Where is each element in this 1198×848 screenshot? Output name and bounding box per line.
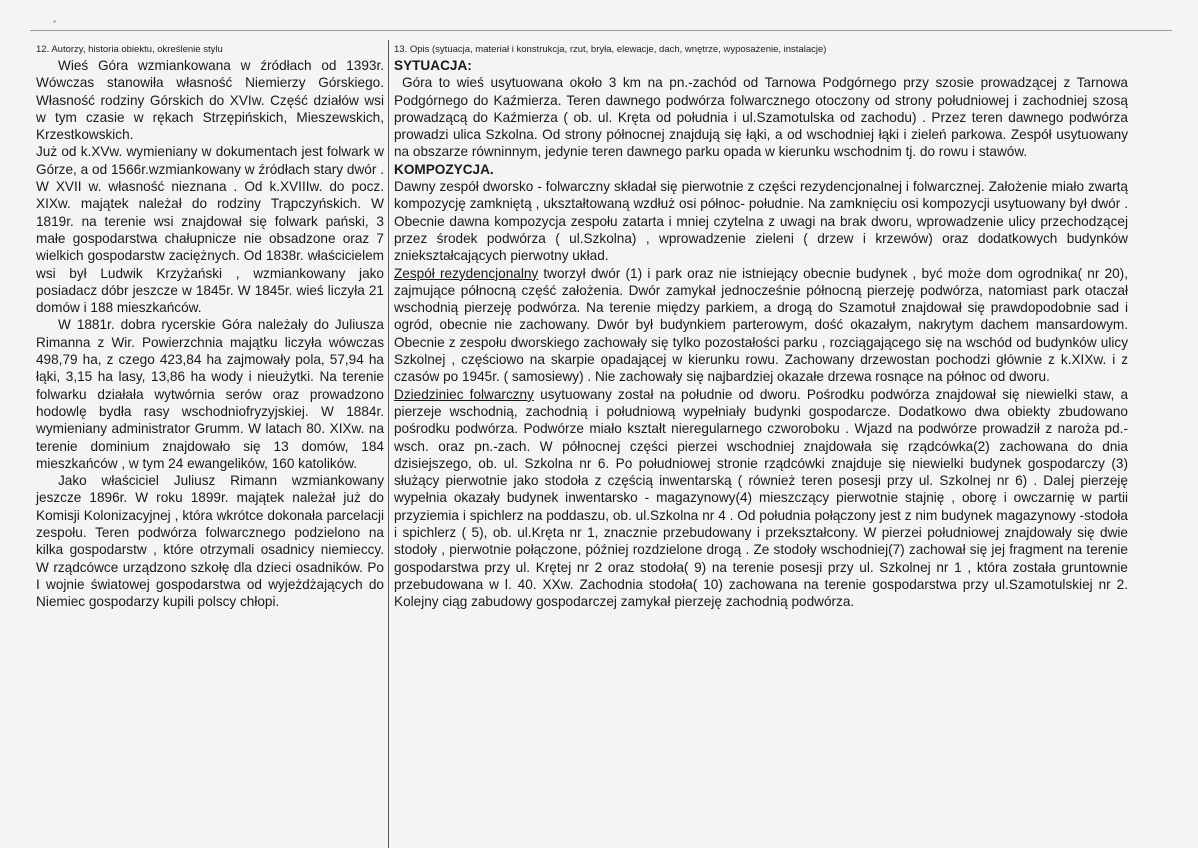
history-paragraph-4: Jako właściciel Juliusz Rimann wzmiankowany jeszcze 1896r. W roku 1899r. majątek należał już do Komisji Kolonizacyjnej , która wkrótce dokonała parcelacji zespołu. Teren podwórza folwarcznego podzielono na kilka gospodarstw , które otrzymali osadnicy niemieccy. W rządcówce urządzono szkołę dla dzieci osadników. Po I wojnie światowej gospodarstwa od wyjeżdżających do Niemiec gospodarzy kupili polscy chłopi. <box>36 473 384 610</box>
sytuacja-heading: SYTUACJA: <box>394 58 472 73</box>
section-12-header: 12. Autorzy, historia obiektu, określenie stylu <box>36 44 223 55</box>
section-13-header: 13. Opis (sytuacja, materiał i konstrukcja, rzut, bryła, elewacje, dach, wnętrze, wyposażenie, instalacje) <box>394 44 827 55</box>
history-paragraph-1: Wieś Góra wzmiankowana w źródłach od 1393r. Wówczas stanowiła własność Niemierzy Górskiego. Własność rodziny Górskich do XVIw. Część działów wsi w tym czasie w rękach Strzępińskich, Mieszewskich, Krzestkowskich. <box>36 58 384 143</box>
history-paragraph-3: W 1881r. dobra rycerskie Góra należały do Juliusza Rimanna z Wir. Powierzchnia majątku liczyła wówczas 498,79 ha, z czego 423,84 ha zajmowały pola, 57,94 ha łąki, 3,15 ha lasy, 13,86 ha wody i nieużytki. Na terenie folwarku działała wytwórnia serów oraz prowadzono hodowlę bydła rasy wschodniofryzyjskiej. W 1884r. wymieniany administrator Grumm. W latach 80. XIXw. na terenie dominium znajdowało się 13 domów, 184 mieszkańców , w tym 24 ewangelików, 160 katolików. <box>36 317 384 471</box>
dziedziniec-label: Dziedziniec folwarczny <box>394 386 534 402</box>
rezydencjonalny-paragraph <box>394 265 1128 386</box>
dziedziniec-paragraph <box>394 386 1128 611</box>
right-column <box>394 44 1128 611</box>
top-rule <box>30 30 1172 31</box>
rezydencjonalny-label: Zespół rezydencjonalny <box>394 265 539 281</box>
kompozycja-paragraph: Dawny zespół dworsko - folwarczny składał się pierwotnie z części rezydencjonalnej i folwarcznej. Założenie miało zwartą kompozycję zamkniętą , ukształtowaną wzdłuż osi północ- południe. Na zamknięciu osi kompozycji usytuowany był dwór . Obecnie dawna kompozycja zespołu zatarta i mniej czytelna z uwagi na brak dworu, wprowadzenie ulicy przechodzącej przez środek podwórza ( ul.Szkolna) , wprowadzenie zieleni ( drzew i krzewów) oraz dodatkowych budynków zniekształcających pierwotny układ. <box>394 179 1128 264</box>
kompozycja-heading: KOMPOZYCJA. <box>394 161 494 177</box>
dziedziniec-text: usytuowany został na południe od dworu. Pośrodku podwórza znajdował się niewielki staw, a pierzeje wschodnią, zachodnią i południową wypełniały budynki gospodarcze. Dodatkowo dwa obiekty zbudowano pośrodku podwórza. Podwórze miało kształt nieregularnego czworoboku . Wjazd na podwórze prowadził z naroża pd.-wsch. oraz pn.-zach. W północnej części pierzei wschodniej znajdowała się rządcówka(2) zachowana do dnia dzisiejszego, ob. ul. Szkolna nr 6. Po południowej stronie rządcówki znajduje się niewielki budynek gospodarczy (3) służący pierwotnie jako stodoła z częścią inwentarską ( również teren posesji przy ul. Szkolnej nr 6) . Dalej pierzeję wypełnia okazały budynek inwentarsko - magazynowy(4) mieszczący pierwotnie stajnię , oborę i owczarnię w partii przyziemia i spichlerz na poddaszu, ob. ul.Szkolna nr 4 . Od południa połączony jest z nim budynek magazynowy -stodoła i spichlerz ( 5), ob. ul.Kręta nr 1, znacznie przebudowany i przekształcony. W pierzei południowej znajdowały się dwie stodoły , pierwotnie połączone, później rozdzielone drogą . Ze stodoły wschodniej(7) zachował się jej fragment na terenie gospodarstwa przy ul. Krętej nr 2 oraz stodoła( 9) na terenie posesji przy ul. Szkolnej nr 1 , która została gruntownie przebudowana w l. 40. XXw. Zachodnia stodoła( 10) zachowana na terenie gospodarstwa przy ul.Szamotulskiej nr 2. Kolejny ciąg zabudowy gospodarczej zamykał pierzeję zachodnią podwórza. <box>394 386 1129 610</box>
left-column <box>36 44 384 611</box>
sytuacja-paragraph: Góra to wieś usytuowana około 3 km na pn.-zachód od Tarnowa Podgórnego przy szosie prowadzącej z Tarnowa Podgórnego do Kaźmierza. Teren dawnego podwórza folwarcznego otoczony od strony południowej i zachodniej szosą prowadzącą do Kaźmierza ( ob. ul. Kręta od południa i ul.Szamotulska od zachodu) . Przez teren dawnego podwórza prowadzi ulica Szkolna. Od strony północnej znajdują się łąki, a od wschodniej łąki i zieleń parkowa. Zespół usytuowany na obszarze równinnym, jedynie teren dawnego parku opada w kierunku wschodnim tj. do rowu i stawów. <box>394 75 1128 160</box>
column-divider <box>388 40 389 848</box>
history-paragraph-2: Już od k.XVw. wymieniany w dokumentach jest folwark w Górze, a od 1566r.wzmiankowany w źródłach stary dwór . W XVII w. własność nieznana . Od k.XVIIIw. do pocz. XIXw. majątek należał do rodziny Trąpczyńskich. W 1819r. na terenie wsi znajdował się folwark pański, 3 małe gospodarstwa chałupnicze nie obsadzone oraz 7 wielkich gospodarstw zaciężnych. Od 1838r. właścicielem wsi był Ludwik Krzyżański , wzmiankowany jako posiadacz dóbr jeszcze w 1845r. W 1845r. wieś liczyła 21 domów i 188 mieszkańców. <box>36 144 384 316</box>
scan-speck <box>53 20 56 23</box>
rezydencjonalny-text: tworzył dwór (1) i park oraz nie istniejący obecnie budynek , być może dom ogrodnika( nr 20), zajmujące północną część założenia. Dwór zamykał jednocześnie północną pierzeję podwórza, natomiast park otaczał wschodnią pierzeję podwórza. Na terenie między parkiem, a drogą do Szamotuł znajdował się prawdopodobnie sad i ogród, obecnie nie zachowany. Dwór był budynkiem parterowym, dość okazałym, nakrytym dachem mansardowym. Obecnie z zespołu dworskiego zachowały się tylko pozostałości parku , rozciągającego się na wschód od budynków ulicy Szkolnej , częściowo na skarpie opadającej w kierunku rowu. Zachowany drzewostan pochodzi głównie z k.XIXw. i z czasów po 1945r. ( samosiewy) . Nie zachowały się najbardziej okazałe drzewa rosnące na północ od dworu. <box>394 265 1128 385</box>
